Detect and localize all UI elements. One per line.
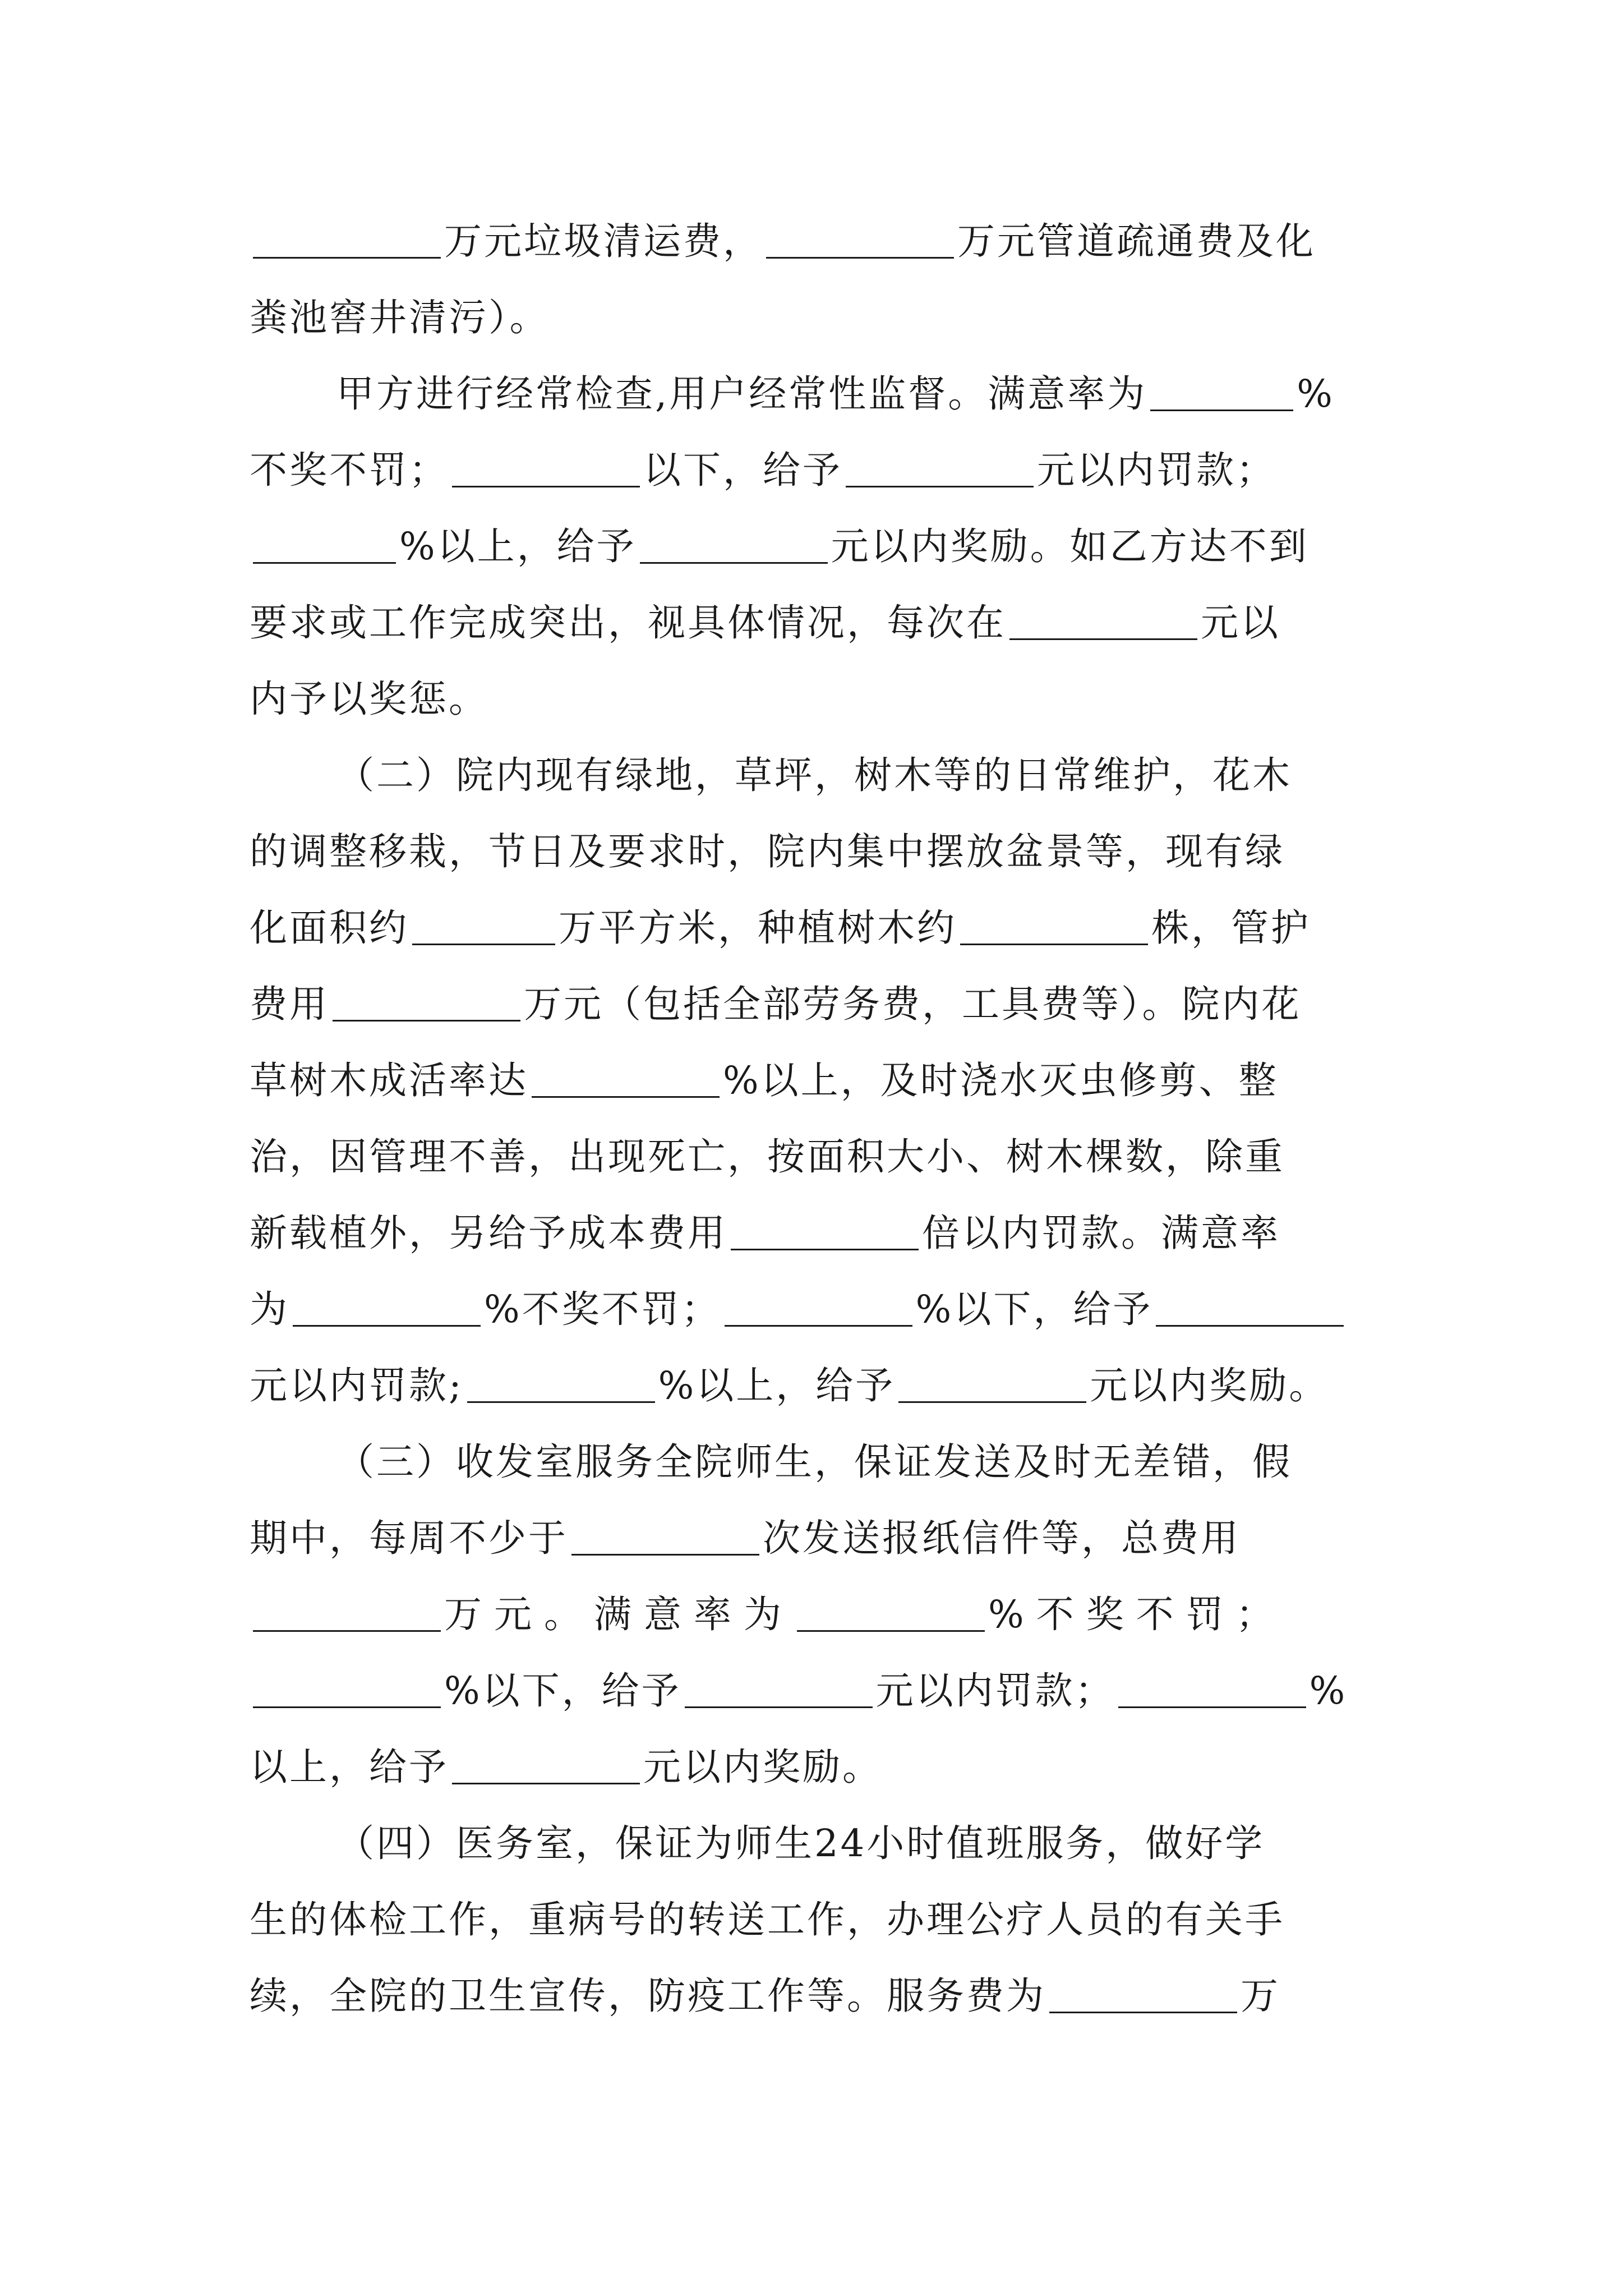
fill-blank (253, 1596, 441, 1632)
fill-blank (532, 1062, 720, 1098)
text-line: 生的体检工作，重病号的转送工作，办理公疗人员的有关手 (250, 1898, 1285, 1941)
fill-blank (731, 1215, 919, 1250)
fill-blank (898, 1368, 1086, 1403)
text-line: %以上，给予 元以内奖励。如乙方达不到 (250, 519, 1394, 573)
fill-blank (1049, 1978, 1237, 2013)
fill-blank (685, 1673, 873, 1708)
text-line: 费用 万元（包括全部劳务费，工具费等）。院内花 (250, 982, 1302, 1026)
fill-blank (412, 910, 555, 945)
text-line: 万元垃圾清运费， 万元管道疏通费及化 (250, 214, 1394, 268)
text-line: 甲方进行经常检查,用户经常性监督。满意率为 % (336, 372, 1335, 416)
fill-blank (797, 1596, 985, 1632)
fill-blank (640, 528, 828, 564)
text-line: 期中，每周不少于 次发送报纸信件等，总费用 (250, 1516, 1241, 1560)
text-line: 元以内罚款; %以上，给予 元以内奖励。 (250, 1364, 1329, 1407)
text-line: 治，因管理不善，出现死亡，按面积大小、树木棵数，除重 (250, 1135, 1285, 1179)
fill-blank (253, 223, 441, 259)
fill-blank (1009, 605, 1197, 640)
text-line: 不奖不罚； 以下，给予 元以内罚款； (250, 448, 1276, 492)
fill-blank (333, 986, 520, 1022)
fill-blank (1150, 376, 1293, 411)
text-line: %以下，给予 元以内罚款； % (250, 1664, 1394, 1718)
text-line: 化面积约 万平方米，种植树木约 株，管护 (250, 906, 1311, 950)
text-line: 内予以奖惩。 (250, 677, 488, 721)
fill-blank (571, 1520, 759, 1556)
fill-blank (1118, 1673, 1306, 1708)
fill-blank (766, 223, 954, 259)
text-line: （二）院内现有绿地，草坪，树木等的日常维护，花木 (336, 753, 1292, 797)
fill-blank (1156, 1291, 1344, 1327)
text-line: 要求或工作完成突出，视具体情况，每次在 元以 (250, 601, 1280, 645)
text-line: 草树木成活率达 %以上，及时浇水灭虫修剪、整 (250, 1059, 1279, 1102)
fill-blank (960, 910, 1148, 945)
fill-blank (253, 1673, 441, 1708)
text-line: 的调整移栽，节日及要求时，院内集中摆放盆景等，现有绿 (250, 830, 1285, 873)
text-line: 粪池窖井清污）。 (250, 296, 550, 339)
text-line: 以上，给予 元以内奖励。 (250, 1745, 882, 1789)
text-line: （三）收发室服务全院师生，保证发送及时无差错，假 (336, 1440, 1292, 1484)
text-line: 新载植外，另给予成本费用 倍以内罚款。满意率 (250, 1211, 1280, 1255)
text-line: 续，全院的卫生宣传，防疫工作等。服务费为 万 (250, 1974, 1280, 2018)
fill-blank (452, 452, 640, 487)
text-line: 万元。满意率为 %不奖不罚； (250, 1588, 1394, 1641)
fill-blank (467, 1368, 655, 1403)
fill-blank (253, 528, 396, 564)
fill-blank (293, 1291, 481, 1327)
fill-blank (452, 1749, 640, 1784)
fill-blank (725, 1291, 912, 1327)
text-line: 为 %不奖不罚； %以下，给予 (250, 1282, 1394, 1336)
text-line: （四）医务室，保证为师生24小时值班服务，做好学 (336, 1821, 1265, 1865)
fill-blank (846, 452, 1034, 487)
